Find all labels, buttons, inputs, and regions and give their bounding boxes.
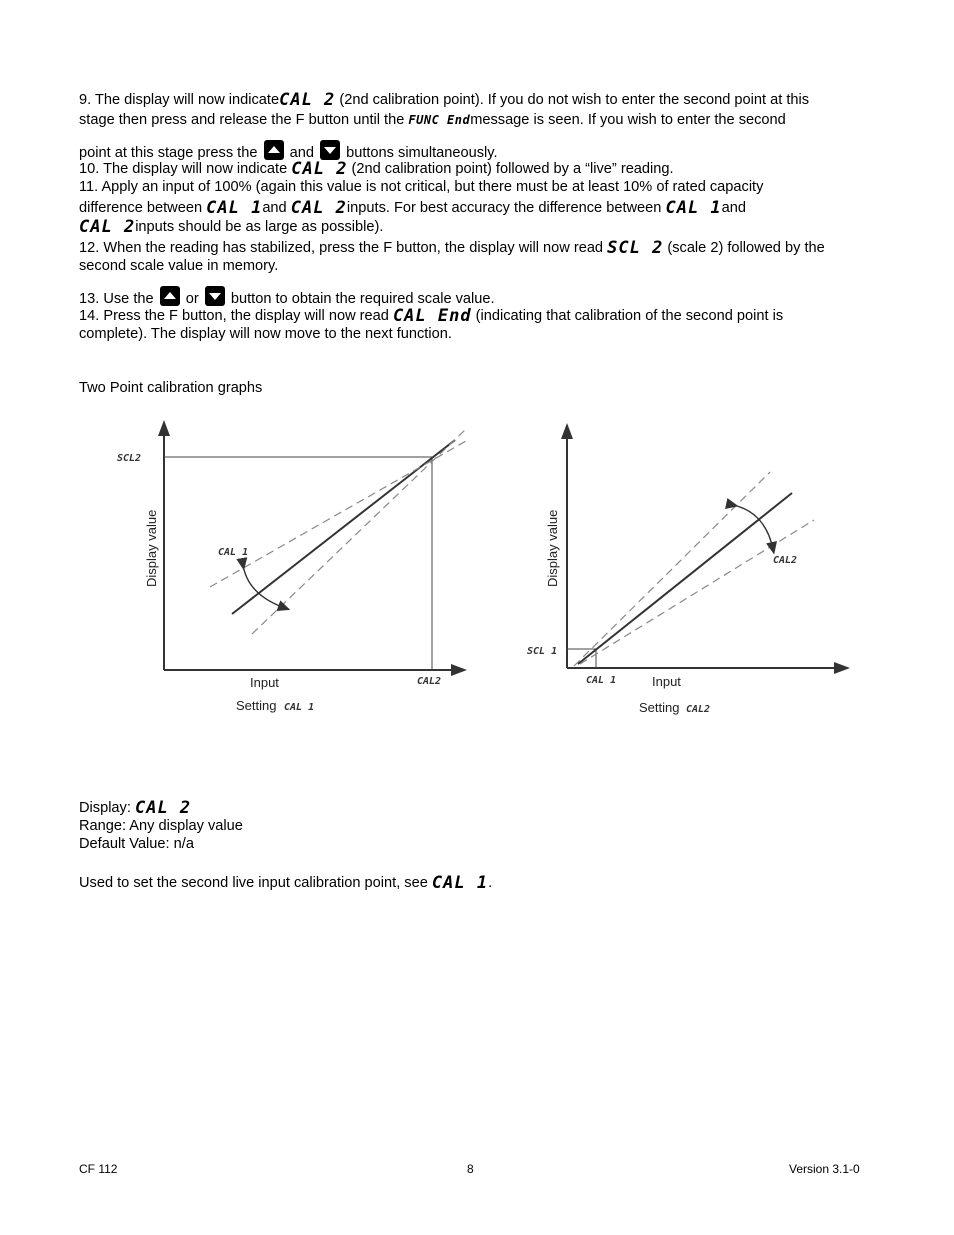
step-text: inputs should be as large as possible). xyxy=(135,219,384,235)
display-code-cal-end: CAL End xyxy=(392,306,472,326)
display-code-cal2: CAL 2 xyxy=(291,159,348,179)
x-axis-arrowhead xyxy=(451,664,467,676)
display-code-cal2: CAL 2 xyxy=(290,198,347,218)
display-code-cal2: CAL 2 xyxy=(134,798,192,818)
y-axis-label: Display value xyxy=(144,509,159,587)
rotation-arrow xyxy=(733,505,773,549)
calibration-line xyxy=(232,440,455,614)
step-text: (indicating that calibration of the second point is xyxy=(471,308,784,324)
display-code-cal2: CAL 2 xyxy=(279,90,336,110)
dashed-line-low xyxy=(580,520,814,664)
step-text: (2nd calibration point). If you do not wish to enter the second point at this xyxy=(335,92,810,108)
dashed-line-high xyxy=(252,429,466,634)
calibration-line xyxy=(578,493,792,664)
step-text: second scale value in memory. xyxy=(79,258,279,274)
default-value-line: Default Value: n/a xyxy=(79,836,194,852)
step-text: button to obtain the required scale value. xyxy=(230,291,495,307)
step-text: stage then press and release the F button until the xyxy=(79,112,405,128)
dashed-line-low xyxy=(210,441,466,587)
step-text: buttons simultaneously. xyxy=(346,145,498,161)
annotation-cal1: CAL 1 xyxy=(218,547,249,558)
x-tick-cal2: CAL2 xyxy=(417,676,442,687)
usage-text: Used to set the second live input calibration point, see xyxy=(79,875,428,891)
step-text: difference between xyxy=(79,200,203,216)
display-code-cal1: CAL 1 xyxy=(206,198,263,218)
display-line xyxy=(79,799,191,817)
step-text: 12. When the reading has stabilized, press the F button, the display will now read xyxy=(79,240,604,256)
display-code-func-end: FUNC End xyxy=(408,113,471,127)
graphs-heading: Two Point calibration graphs xyxy=(79,380,263,396)
step-text: 9. The display will now indicate xyxy=(79,92,280,108)
display-code-cal1: CAL 1 xyxy=(431,873,489,893)
step-text: 10. The display will now indicate xyxy=(79,161,288,177)
footer-page-number: 8 xyxy=(467,1162,474,1176)
x-tick-cal1: CAL 1 xyxy=(586,675,617,686)
step-text: (scale 2) followed by the xyxy=(663,240,825,256)
x-axis-label: Input xyxy=(250,675,279,690)
annotation-cal2: CAL2 xyxy=(773,555,798,566)
step-text: or xyxy=(185,291,199,307)
footer-version: Version 3.1-0 xyxy=(789,1162,860,1176)
y-axis-arrowhead xyxy=(158,420,170,436)
step-text: complete). The display will now move to the next function. xyxy=(79,326,452,342)
y-tick-scl1: SCL 1 xyxy=(527,646,558,657)
caption-setting: Setting xyxy=(236,698,277,713)
step-text: 11. Apply an input of 100% (again this value is not critical, but there must be at least 10% of rated capacity xyxy=(79,179,764,195)
usage-text: . xyxy=(488,875,493,891)
y-axis-label: Display value xyxy=(545,509,560,587)
display-code-cal2: CAL 2 xyxy=(79,217,136,237)
caption-code: CAL2 xyxy=(686,704,711,715)
x-axis-arrowhead xyxy=(834,662,850,674)
step-text: inputs. For best accuracy the difference between xyxy=(346,200,662,216)
left-graph xyxy=(117,420,467,713)
step-text: and xyxy=(289,145,314,161)
display-code-cal1: CAL 1 xyxy=(665,198,722,218)
y-tick-scl2: SCL2 xyxy=(117,453,142,464)
display-label: Display: xyxy=(79,800,131,816)
step-text: message is seen. If you wish to enter the second xyxy=(470,112,786,128)
caption-setting: Setting xyxy=(639,700,680,715)
dashed-line-high xyxy=(574,472,770,666)
display-code-scl2: SCL 2 xyxy=(607,238,664,258)
footer-document-id: CF 112 xyxy=(79,1162,118,1176)
step-text: 14. Press the F button, the display will now read xyxy=(79,308,389,324)
step-text: and xyxy=(262,200,287,216)
range-line: Range: Any display value xyxy=(79,818,243,834)
x-axis-label: Input xyxy=(652,674,681,689)
step-text: (2nd calibration point) followed by a “live” reading. xyxy=(347,161,674,177)
step-text: point at this stage press the xyxy=(79,145,258,161)
right-graph xyxy=(527,423,850,715)
usage-line xyxy=(79,874,492,892)
step-text: 13. Use the xyxy=(79,291,154,307)
y-axis-arrowhead xyxy=(561,423,573,439)
step-text: and xyxy=(721,200,747,216)
caption-code: CAL 1 xyxy=(284,702,315,713)
